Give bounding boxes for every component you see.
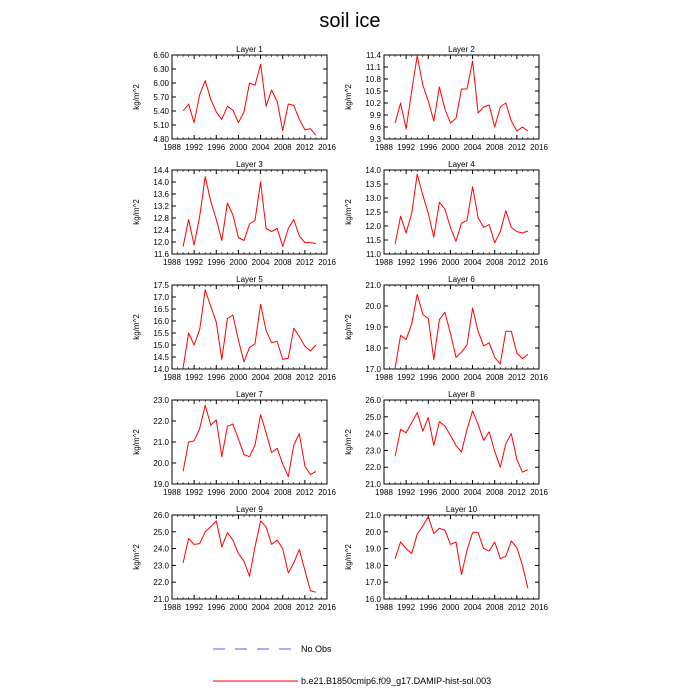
series-line: [183, 290, 316, 368]
panel-title: Layer 9: [236, 505, 263, 514]
x-tick-label: 1988: [163, 603, 181, 612]
y-tick-label: 15.0: [153, 341, 169, 350]
y-axis-label: kg/m^2: [132, 84, 141, 110]
y-tick-label: 23.0: [153, 396, 169, 405]
x-tick-label: 2012: [507, 373, 526, 382]
y-tick-label: 16.5: [153, 305, 169, 314]
x-tick-label: 1996: [207, 143, 226, 152]
x-tick-label: 2016: [530, 603, 548, 612]
y-tick-label: 21.0: [365, 511, 381, 520]
x-tick-label: 1996: [207, 258, 226, 267]
panel-title: Layer 3: [236, 160, 263, 169]
x-tick-label: 1988: [375, 488, 393, 497]
x-tick-label: 2004: [463, 143, 482, 152]
y-tick-label: 11.0: [366, 250, 381, 259]
x-tick-label: 2016: [318, 258, 336, 267]
x-tick-label: 2008: [485, 488, 504, 497]
y-tick-label: 10.8: [365, 75, 381, 84]
y-tick-label: 19.0: [153, 480, 169, 489]
x-tick-label: 2008: [485, 143, 504, 152]
y-tick-label: 18.0: [365, 344, 381, 353]
x-tick-label: 2000: [441, 258, 460, 267]
plot-frame: [384, 285, 539, 369]
x-tick-label: 2004: [251, 373, 270, 382]
x-tick-label: 2000: [441, 373, 460, 382]
series-line: [395, 411, 528, 472]
x-tick-label: 2004: [463, 488, 482, 497]
x-tick-label: 1996: [419, 373, 438, 382]
x-tick-label: 1988: [163, 143, 181, 152]
plot-frame: [172, 400, 327, 484]
panel-layer-3: [132, 160, 336, 267]
x-tick-label: 2008: [273, 373, 292, 382]
y-axis-label: kg/m^2: [344, 314, 353, 340]
y-tick-label: 20.0: [365, 302, 381, 311]
x-tick-label: 1988: [375, 258, 393, 267]
series-line: [183, 177, 316, 247]
x-tick-label: 1992: [397, 603, 416, 612]
x-tick-label: 2016: [530, 373, 548, 382]
x-tick-label: 1992: [185, 373, 204, 382]
panel-layer-4: [344, 160, 548, 267]
legend-no-obs-label: No Obs: [301, 644, 332, 654]
x-tick-label: 2012: [507, 143, 526, 152]
y-tick-label: 10.5: [365, 87, 381, 96]
panel-title: Layer 8: [448, 390, 475, 399]
series-line: [395, 517, 528, 588]
x-tick-label: 2004: [251, 488, 270, 497]
series-line: [395, 174, 528, 244]
x-tick-label: 1996: [419, 488, 438, 497]
plot-frame: [384, 170, 539, 254]
x-tick-label: 2004: [251, 603, 270, 612]
x-tick-label: 1988: [375, 603, 393, 612]
series-line: [183, 521, 316, 592]
x-tick-label: 2016: [318, 603, 336, 612]
panel-layer-8: [344, 390, 548, 497]
y-tick-label: 5.10: [153, 121, 169, 130]
y-tick-label: 9.6: [369, 123, 381, 132]
x-tick-label: 2008: [485, 258, 504, 267]
x-tick-label: 2000: [229, 373, 248, 382]
series-line: [395, 56, 528, 131]
y-tick-label: 20.0: [153, 459, 169, 468]
y-tick-label: 6.30: [153, 65, 169, 74]
series-line: [183, 405, 316, 476]
y-tick-label: 21.0: [153, 595, 169, 604]
x-tick-label: 2016: [530, 488, 548, 497]
y-axis-label: kg/m^2: [344, 84, 353, 110]
x-tick-label: 1992: [397, 488, 416, 497]
x-tick-label: 2016: [318, 143, 336, 152]
panel-title: Layer 4: [448, 160, 475, 169]
y-axis-label: kg/m^2: [132, 314, 141, 340]
x-tick-label: 2012: [507, 488, 526, 497]
x-tick-label: 1996: [207, 373, 226, 382]
y-tick-label: 11.5: [366, 236, 381, 245]
y-tick-label: 17.0: [365, 578, 381, 588]
y-tick-label: 23.0: [365, 446, 381, 456]
panel-title: Layer 6: [448, 275, 475, 284]
x-tick-label: 2016: [318, 373, 336, 382]
y-tick-label: 14.0: [365, 166, 381, 175]
x-tick-label: 2012: [295, 488, 314, 497]
x-tick-label: 1996: [419, 143, 438, 152]
panel-title: Layer 5: [236, 275, 263, 284]
x-tick-label: 1992: [185, 603, 204, 612]
x-tick-label: 1992: [397, 258, 416, 267]
x-tick-label: 2004: [251, 258, 270, 267]
y-axis-label: kg/m^2: [344, 544, 353, 570]
x-tick-label: 1992: [185, 143, 204, 152]
y-tick-label: 9.3: [369, 135, 381, 144]
y-tick-label: 21.0: [365, 480, 381, 489]
y-tick-label: 12.8: [153, 214, 169, 223]
y-tick-label: 14.0: [153, 365, 169, 374]
y-tick-label: 21.0: [365, 281, 381, 290]
panel-layer-7: [132, 390, 336, 497]
x-tick-label: 1992: [397, 373, 416, 382]
x-tick-label: 2016: [318, 488, 336, 497]
y-tick-label: 26.0: [365, 396, 381, 405]
x-tick-label: 2000: [229, 258, 248, 267]
page-title: soil ice: [319, 10, 381, 32]
y-axis-label: kg/m^2: [132, 429, 141, 455]
y-tick-label: 6.00: [153, 79, 169, 88]
y-tick-label: 14.0: [153, 178, 169, 187]
y-tick-label: 17.0: [365, 365, 381, 374]
y-tick-label: 25.0: [365, 412, 381, 422]
y-tick-label: 22.0: [153, 417, 169, 426]
y-tick-label: 13.6: [153, 190, 169, 199]
plot-frame: [384, 400, 539, 484]
panel-layer-6: [344, 275, 548, 382]
y-tick-label: 15.5: [153, 329, 169, 338]
panel-layer-9: [132, 505, 336, 612]
panel-title: Layer 10: [445, 505, 478, 514]
y-tick-label: 14.5: [153, 353, 169, 362]
y-tick-label: 16.0: [153, 317, 169, 326]
panel-title: Layer 1: [236, 45, 263, 54]
x-tick-label: 1988: [163, 373, 181, 382]
x-tick-label: 1996: [207, 488, 226, 497]
x-tick-label: 2008: [273, 258, 292, 267]
x-tick-label: 2000: [441, 603, 460, 612]
x-tick-label: 2000: [229, 143, 248, 152]
y-tick-label: 9.9: [369, 111, 381, 120]
y-tick-label: 5.70: [153, 93, 169, 102]
series-line: [395, 294, 528, 368]
y-tick-label: 10.2: [365, 99, 381, 108]
y-tick-label: 11.4: [366, 51, 381, 60]
x-tick-label: 2000: [441, 143, 460, 152]
x-tick-label: 1996: [419, 603, 438, 612]
x-tick-label: 2008: [273, 603, 292, 612]
x-tick-label: 2016: [530, 143, 548, 152]
y-tick-label: 13.0: [365, 194, 381, 203]
x-tick-label: 2012: [295, 258, 314, 267]
x-tick-label: 2012: [507, 603, 526, 612]
y-tick-label: 12.4: [153, 226, 169, 235]
y-tick-label: 12.0: [153, 238, 169, 247]
y-tick-label: 22.0: [153, 578, 169, 588]
y-tick-label: 24.0: [365, 429, 381, 439]
x-tick-label: 2012: [295, 603, 314, 612]
x-tick-label: 1996: [419, 258, 438, 267]
panel-title: Layer 7: [236, 390, 263, 399]
y-axis-label: kg/m^2: [132, 544, 141, 570]
y-axis-label: kg/m^2: [344, 199, 353, 225]
y-tick-label: 11.6: [154, 250, 169, 259]
x-tick-label: 2012: [507, 258, 526, 267]
y-tick-label: 24.0: [153, 544, 169, 554]
x-tick-label: 1988: [163, 258, 181, 267]
x-tick-label: 1992: [185, 258, 204, 267]
x-tick-label: 1992: [397, 143, 416, 152]
y-tick-label: 19.0: [365, 544, 381, 554]
x-tick-label: 2012: [295, 143, 314, 152]
y-tick-label: 18.0: [365, 561, 381, 571]
panel-layer-5: [132, 275, 336, 382]
y-tick-label: 5.40: [153, 107, 169, 116]
panel-layer-1: [132, 45, 336, 152]
y-tick-label: 16.0: [365, 595, 381, 604]
plot-frame: [172, 515, 327, 599]
x-tick-label: 2008: [485, 603, 504, 612]
plot-frame: [384, 515, 539, 599]
series-line: [183, 64, 316, 135]
panel-layer-10: [344, 505, 548, 612]
x-tick-label: 2000: [229, 603, 248, 612]
x-tick-label: 1988: [375, 143, 393, 152]
x-tick-label: 1988: [375, 373, 393, 382]
y-axis-label: kg/m^2: [344, 429, 353, 455]
x-tick-label: 2008: [273, 488, 292, 497]
y-tick-label: 6.60: [153, 51, 169, 60]
x-tick-label: 2004: [463, 603, 482, 612]
plot-frame: [172, 55, 327, 139]
plot-frame: [172, 285, 327, 369]
x-tick-label: 2012: [295, 373, 314, 382]
y-tick-label: 19.0: [365, 323, 381, 332]
y-tick-label: 12.5: [365, 208, 381, 217]
legend-series-label: b.e21.B1850cmip6.f09_g17.DAMIP-hist-sol.003: [301, 676, 492, 686]
plot-frame: [384, 55, 539, 139]
y-tick-label: 21.0: [153, 438, 169, 447]
y-tick-label: 12.0: [365, 222, 381, 231]
y-tick-label: 23.0: [153, 561, 169, 571]
y-tick-label: 25.0: [153, 527, 169, 537]
y-axis-label: kg/m^2: [132, 199, 141, 225]
x-tick-label: 2008: [273, 143, 292, 152]
y-tick-label: 14.4: [153, 166, 169, 175]
y-tick-label: 22.0: [365, 463, 381, 473]
y-tick-label: 20.0: [365, 527, 381, 537]
x-tick-label: 1992: [185, 488, 204, 497]
y-tick-label: 17.0: [153, 293, 169, 302]
y-tick-label: 26.0: [153, 511, 169, 520]
x-tick-label: 2000: [229, 488, 248, 497]
x-tick-label: 2016: [530, 258, 548, 267]
x-tick-label: 1988: [163, 488, 181, 497]
x-tick-label: 2004: [463, 258, 482, 267]
y-tick-label: 4.80: [153, 135, 169, 144]
y-tick-label: 17.5: [153, 281, 169, 290]
x-tick-label: 2004: [251, 143, 270, 152]
x-tick-label: 1996: [207, 603, 226, 612]
y-tick-label: 13.5: [365, 180, 381, 189]
y-tick-label: 11.1: [366, 63, 381, 72]
panel-layer-2: [344, 45, 548, 152]
x-tick-label: 2000: [441, 488, 460, 497]
panel-title: Layer 2: [448, 45, 475, 54]
x-tick-label: 2008: [485, 373, 504, 382]
x-tick-label: 2004: [463, 373, 482, 382]
y-tick-label: 13.2: [153, 202, 169, 211]
